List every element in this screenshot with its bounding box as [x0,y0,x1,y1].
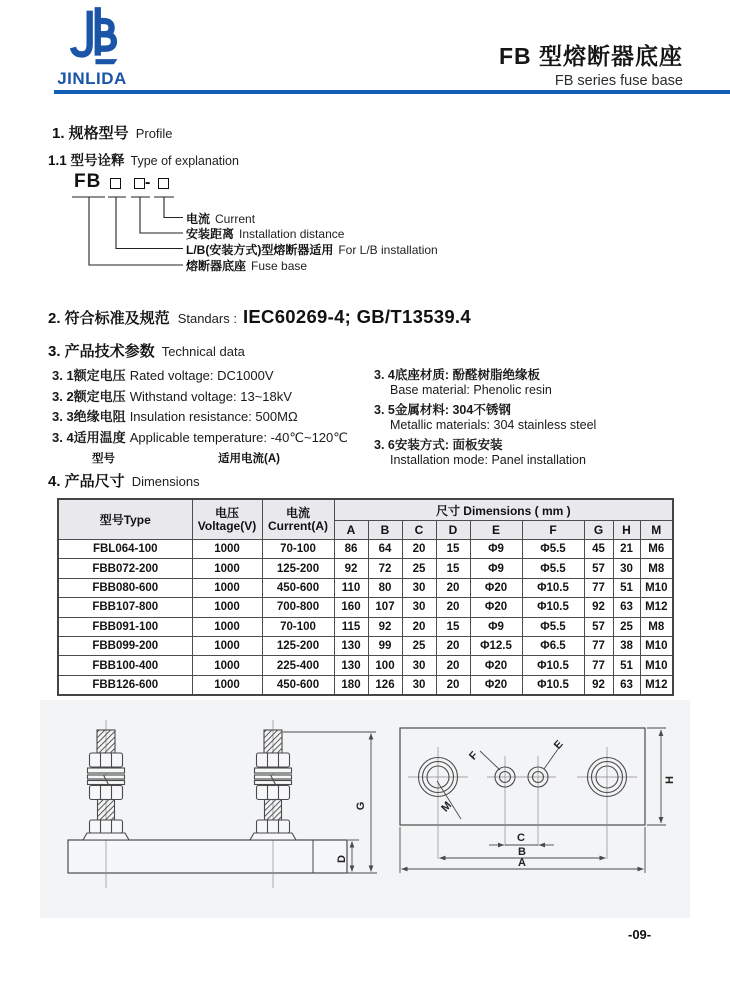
value-cell: 1000 [192,675,262,695]
col-header-C: C [402,521,436,540]
model-cell: FBB099-200 [58,636,192,655]
value-cell: 1000 [192,636,262,655]
table-row [58,559,673,578]
model-placeholder-box-icon [158,178,169,189]
stray-current-header: 适用电流(A) [218,453,280,465]
col-header-dimensions: 尺寸 Dimensions ( mm ) [334,499,673,521]
value-cell: M8 [640,617,673,636]
value-cell: 77 [584,578,613,597]
model-cell: FBB107-800 [58,598,192,617]
value-cell: 20 [402,617,436,636]
technical-data-left [52,365,372,447]
value-cell: 700-800 [262,598,334,617]
value-cell: 86 [334,540,368,559]
value-cell: 30 [402,675,436,695]
table-row [58,540,673,559]
value-cell: M10 [640,656,673,675]
value-cell: 25 [402,559,436,578]
value-cell: Φ10.5 [522,656,584,675]
value-cell: 72 [368,559,402,578]
value-cell: 125-200 [262,559,334,578]
value-cell: 25 [613,617,640,636]
value-cell: 100 [368,656,402,675]
value-cell: M12 [640,675,673,695]
value-cell: Φ9 [470,540,522,559]
model-cell: FBB100-400 [58,656,192,675]
spec-value: Withstand voltage: 13~18kV [129,388,292,404]
col-header-E: E [470,521,522,540]
value-cell: 450-600 [262,578,334,597]
spec-line-en: Base material: Phenolic resin [390,382,552,397]
col-header-B: B [368,521,402,540]
model-cell: FBL064-100 [58,540,192,559]
value-cell: 15 [436,540,470,559]
value-cell: Φ10.5 [522,578,584,597]
table-row [58,598,673,617]
value-cell: 92 [368,617,402,636]
section2-standards [48,306,471,328]
spec-cn: 3. 2额定电压 [52,388,126,404]
value-cell: 160 [334,598,368,617]
spec-cn: 3. 3绝缘电阻 [52,409,126,424]
title-en: FB series fuse base [554,73,683,89]
section3-title-cn: 3. 产品技术参数 [48,343,155,360]
section1-title-cn: 1. 规格型号 [52,125,129,142]
value-cell: Φ20 [470,598,522,617]
value-cell: 130 [334,656,368,675]
section4-heading [48,470,200,491]
top-view-drawing [400,728,676,873]
value-cell: Φ6.5 [522,636,584,655]
section1-sub-en: Type of explanation [130,154,239,168]
value-cell: Φ5.5 [522,540,584,559]
model-placeholder-box-icon [110,178,121,189]
value-cell: 80 [368,578,402,597]
dim-label-f: F [467,749,481,763]
value-cell: Φ10.5 [522,675,584,695]
label-cn: L/B(安装方式)型熔断器适用 [186,243,334,257]
dim-label-m: M [439,799,455,815]
title-cn: FB 型熔断器底座 [498,43,683,69]
value-cell: 225-400 [262,656,334,675]
value-cell: 130 [334,636,368,655]
value-cell: 180 [334,675,368,695]
section1-title-en: Profile [135,126,173,141]
stray-model-header: 型号 [92,453,115,465]
value-cell: 30 [402,598,436,617]
value-cell: Φ5.5 [522,617,584,636]
spec-cn: 3. 1额定电压 [52,368,126,383]
model-label-fuse-base [186,257,307,272]
value-cell: Φ5.5 [522,559,584,578]
col-header-current-cn: 电流 [285,505,310,520]
table-row [58,656,673,675]
value-cell: M6 [640,540,673,559]
model-cell: FBB080-600 [58,578,192,597]
value-cell: 77 [584,656,613,675]
value-cell: 30 [613,559,640,578]
dimensions-table [57,498,674,696]
jinlida-monogram-icon [63,6,121,66]
model-label-lb-type [186,241,438,256]
col-header-M: M [640,521,673,540]
spec-line [52,365,372,386]
model-placeholder-box-icon [134,178,145,189]
technical-drawings-panel [40,700,690,918]
value-cell: 57 [584,559,613,578]
label-cn: 安装距离 [186,227,235,241]
col-header-F: F [522,521,584,540]
value-cell: 92 [334,559,368,578]
col-header-voltage-en: Voltage(V) [197,518,257,533]
spec-line-en: Metallic materials: 304 stainless steel [390,417,597,432]
value-cell: 1000 [192,559,262,578]
value-cell: 110 [334,578,368,597]
value-cell: 64 [368,540,402,559]
spec-line-cn: 3. 5金属材料: 304不锈钢 [374,403,511,417]
model-code-prefix: FB [74,171,102,192]
value-cell: 1000 [192,598,262,617]
spec-line-cn: 3. 4底座材质: 酚醛树脂绝缘板 [374,368,540,382]
value-cell: 1000 [192,540,262,559]
spec-value: Insulation resistance: 500MΩ [129,409,298,424]
table-row [58,617,673,636]
section3-heading [48,340,245,361]
value-cell: 20 [436,656,470,675]
label-cn: 熔断器底座 [186,259,247,273]
spec-line [52,427,372,448]
col-header-G: G [584,521,613,540]
table-row [58,578,673,597]
col-header-current-en: Current(A) [268,518,328,533]
label-cn: 电流 [186,212,211,226]
value-cell: Φ10.5 [522,598,584,617]
label-en: Fuse base [251,259,308,273]
logo-text: JINLIDA [57,69,127,88]
section4-title-en: Dimensions [131,474,200,489]
value-cell: 38 [613,636,640,655]
value-cell: M8 [640,559,673,578]
spec-line-cn: 3. 6安装方式: 面板安装 [374,438,503,452]
col-header-voltage [192,499,262,540]
col-header-A: A [334,521,368,540]
spec-line [52,386,372,407]
value-cell: 107 [368,598,402,617]
value-cell: 63 [613,675,640,695]
label-en: For L/B installation [338,243,438,257]
technical-data-right [374,365,704,470]
value-cell: Φ20 [470,675,522,695]
value-cell: 51 [613,578,640,597]
value-cell: 20 [436,636,470,655]
value-cell: 51 [613,656,640,675]
model-cell: FBB126-600 [58,675,192,695]
dim-label-g: G [355,801,367,811]
label-en: Current [215,212,256,226]
section4-title-cn: 4. 产品尺寸 [48,473,125,490]
dim-label-e: E [551,738,566,752]
value-cell: 92 [584,598,613,617]
value-cell: 450-600 [262,675,334,695]
value-cell: 99 [368,636,402,655]
page-title [499,38,683,89]
table-row [58,636,673,655]
value-cell: 20 [402,540,436,559]
spec-line [52,406,372,427]
section1-heading [52,122,173,143]
model-code-dash: - [145,174,151,191]
model-cell: FBB072-200 [58,559,192,578]
value-cell: 21 [613,540,640,559]
value-cell: M10 [640,578,673,597]
spec-value: Applicable temperature: -40℃~120℃ [129,429,348,445]
value-cell: 57 [584,617,613,636]
spec-line-en: Installation mode: Panel installation [390,452,586,467]
col-header-H: H [613,521,640,540]
value-cell: 30 [402,656,436,675]
dim-label-h: H [664,776,676,784]
col-header-voltage-cn: 电压 [214,505,239,520]
table-row [58,675,673,695]
section2-title-cn: 2. 符合标准及规范 [48,310,170,327]
col-header-type: 型号Type [58,499,192,540]
value-cell: 70-100 [262,617,334,636]
header-rule [54,90,730,94]
value-cell: 77 [584,636,613,655]
value-cell: 126 [368,675,402,695]
page-number: -09- [628,927,652,942]
value-cell: M12 [640,598,673,617]
value-cell: 30 [402,578,436,597]
value-cell: 45 [584,540,613,559]
value-cell: 15 [436,559,470,578]
col-header-current [262,499,334,540]
section2-standards-value: IEC60269-4; GB/T13539.4 [242,306,471,327]
section1-subheading [48,149,239,170]
dim-label-d: D [336,855,348,863]
value-cell: 20 [436,675,470,695]
value-cell: 25 [402,636,436,655]
label-en: Installation distance [239,227,345,241]
col-header-D: D [436,521,470,540]
drawings-svg [40,700,690,918]
value-cell: 92 [584,675,613,695]
value-cell: Φ20 [470,656,522,675]
value-cell: Φ20 [470,578,522,597]
side-view-drawing [68,720,377,888]
value-cell: Φ9 [470,617,522,636]
value-cell: M10 [640,636,673,655]
company-logo [44,6,140,89]
value-cell: 20 [436,598,470,617]
section2-standards-label: Standars : [177,311,237,326]
value-cell: 63 [613,598,640,617]
dim-label-c: C [517,832,525,844]
value-cell: 1000 [192,656,262,675]
model-label-distance [186,225,344,240]
section1-sub-cn: 1.1 型号诠释 [48,153,125,168]
value-cell: 115 [334,617,368,636]
model-label-current [186,210,255,225]
value-cell: 1000 [192,617,262,636]
dim-label-a: A [518,857,526,869]
section3-title-en: Technical data [161,344,245,359]
value-cell: 70-100 [262,540,334,559]
value-cell: 20 [436,578,470,597]
spec-value: Rated voltage: DC1000V [129,368,274,383]
value-cell: Φ12.5 [470,636,522,655]
spec-cn: 3. 4适用温度 [52,429,126,445]
model-cell: FBB091-100 [58,617,192,636]
value-cell: 15 [436,617,470,636]
value-cell: Φ9 [470,559,522,578]
value-cell: 1000 [192,578,262,597]
dim-label-b: B [518,846,526,858]
value-cell: 125-200 [262,636,334,655]
